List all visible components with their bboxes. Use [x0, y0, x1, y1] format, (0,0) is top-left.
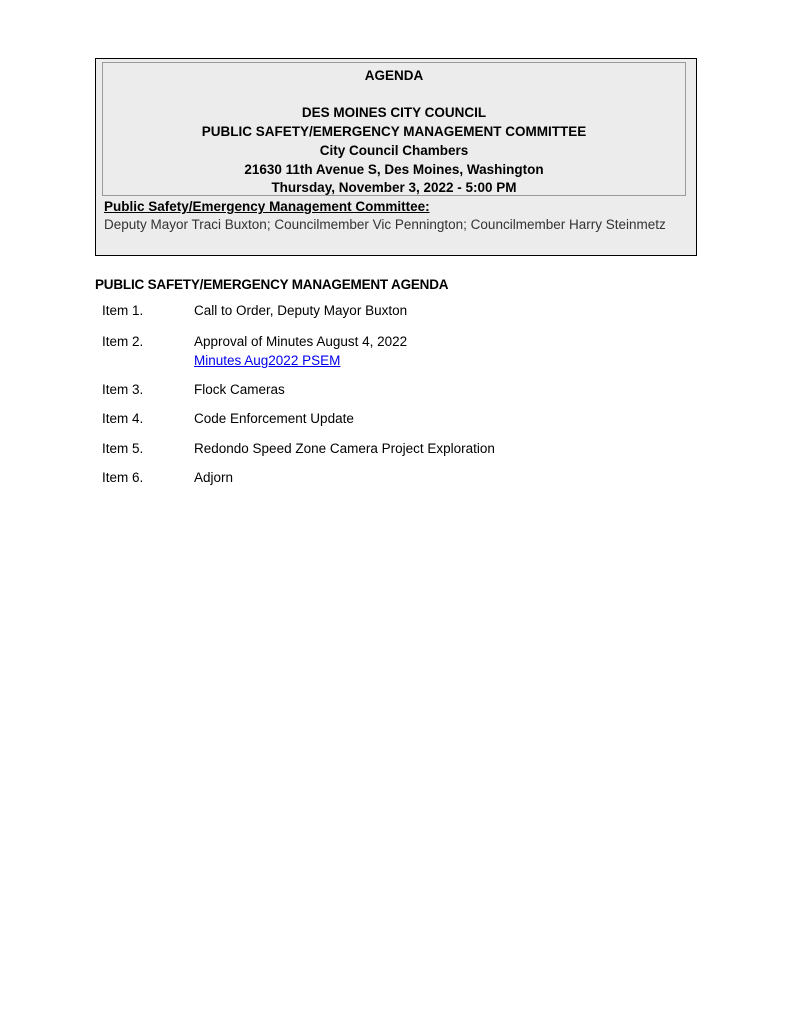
committee-members-label: Public Safety/Emergency Management Committee:: [104, 199, 430, 214]
committee-members-list: Deputy Mayor Traci Buxton; Councilmember Vic Pennington; Councilmember Harry Steinmetz: [104, 217, 666, 232]
council-name: DES MOINES CITY COUNCIL: [301, 105, 487, 120]
agenda-label: AGENDA: [364, 68, 424, 83]
agenda-item-number: Item 5.: [102, 441, 144, 456]
committee-name: PUBLIC SAFETY/EMERGENCY MANAGEMENT COMMITTEE: [201, 124, 587, 139]
agenda-item-number: Item 2.: [102, 334, 144, 349]
agenda-item-title: Adjorn: [194, 470, 234, 485]
agenda-item-number: Item 1.: [102, 303, 144, 318]
minutes-attachment-link[interactable]: Minutes Aug2022 PSEM: [194, 353, 341, 368]
meeting-address: 21630 11th Avenue S, Des Moines, Washington: [244, 162, 544, 177]
meeting-location: City Council Chambers: [319, 143, 469, 158]
agenda-section-heading: PUBLIC SAFETY/EMERGENCY MANAGEMENT AGENDA: [95, 277, 449, 292]
agenda-item-number: Item 6.: [102, 470, 144, 485]
agenda-item-title: Approval of Minutes August 4, 2022: [194, 334, 408, 349]
agenda-item-title: Code Enforcement Update: [194, 411, 354, 426]
meeting-datetime: Thursday, November 3, 2022 - 5:00 PM: [271, 180, 517, 195]
agenda-item-title: Flock Cameras: [194, 382, 285, 397]
agenda-item-title: Call to Order, Deputy Mayor Buxton: [194, 303, 408, 318]
header-title-block: [102, 62, 686, 196]
agenda-item-title: Redondo Speed Zone Camera Project Exploration: [194, 441, 495, 456]
agenda-header-box: [95, 58, 697, 256]
agenda-item-number: Item 4.: [102, 411, 144, 426]
agenda-item-number: Item 3.: [102, 382, 144, 397]
